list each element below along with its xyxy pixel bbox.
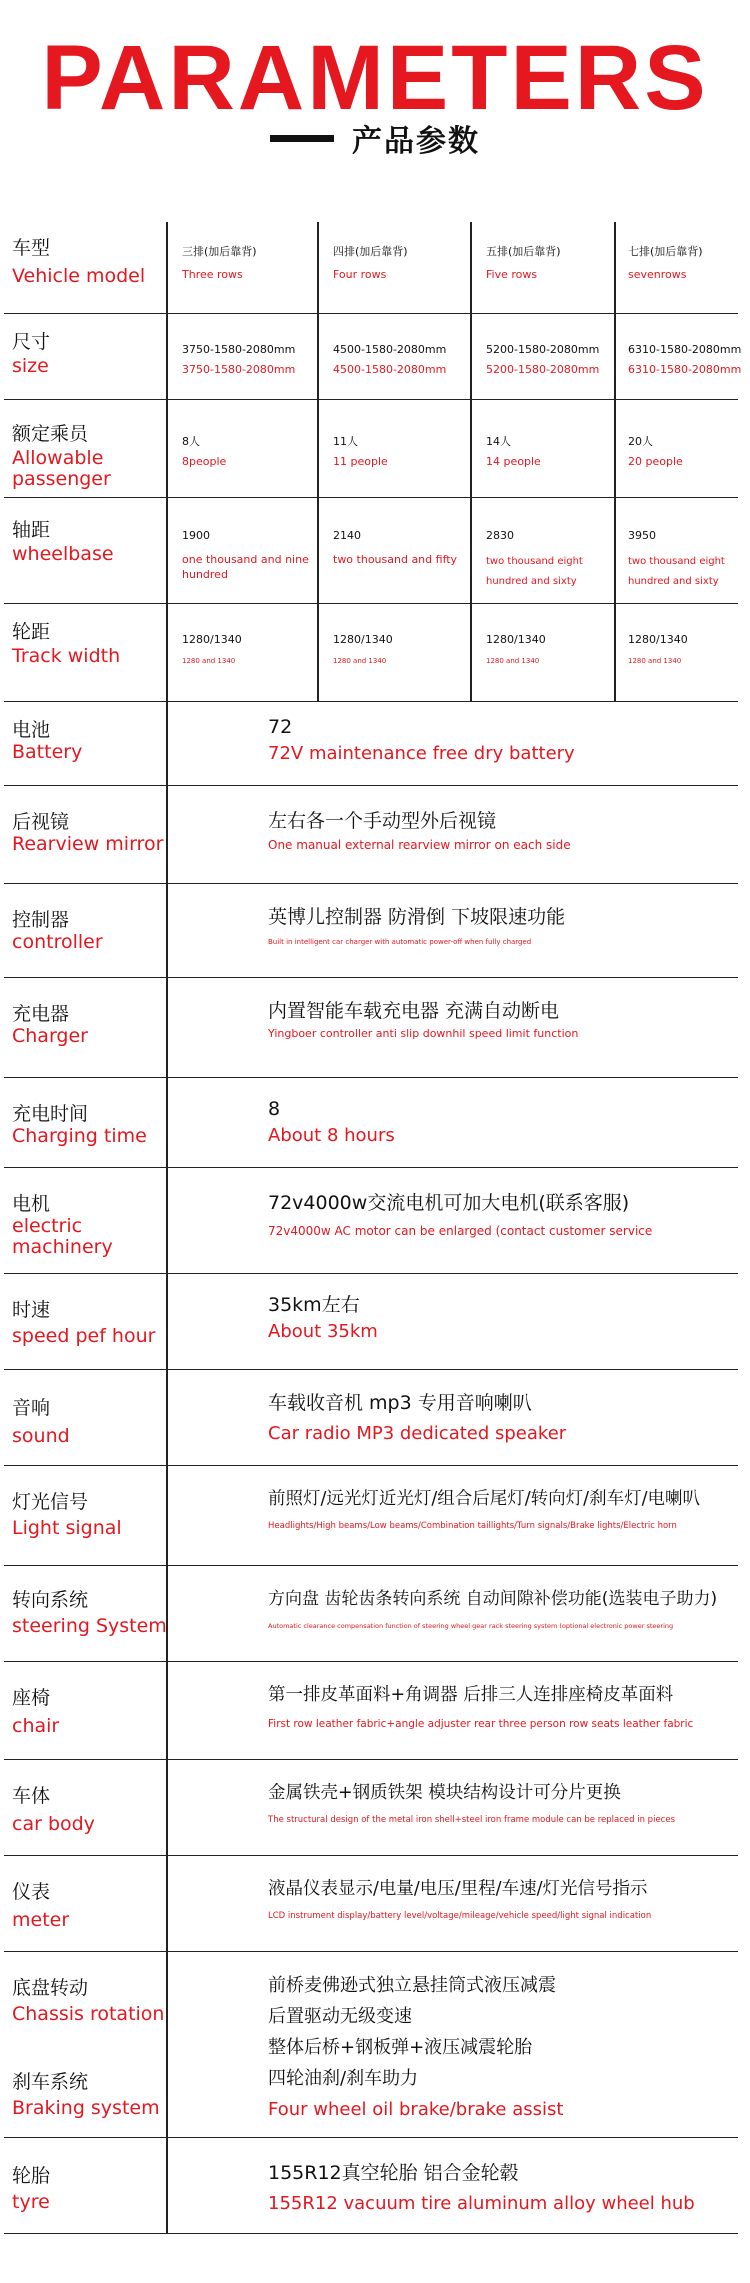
spec-row-controller [4, 884, 738, 978]
grid-cell [333, 434, 471, 469]
cell-cn: 5200-1580-2080mm [486, 343, 600, 356]
value-en: LCD instrument display/battery level/voltage/mileage/vehicle speed/light signal indication [268, 1911, 652, 1921]
label-cn: 轴距 [12, 519, 51, 541]
label-cn: 仪表 [12, 1881, 51, 1903]
grid-cell [486, 434, 616, 469]
cell-cn: 20人 [628, 435, 653, 448]
value-en: Headlights/High beams/Low beams/Combination taillights/Turn signals/Brake lights/Electric horn [268, 1521, 677, 1531]
value-en: First row leather fabric+angle adjuster rear three person row seats leather fabric [268, 1718, 694, 1730]
cell-cn: 2830 [486, 529, 514, 542]
value-en: One manual external rearview mirror on each side [268, 838, 571, 852]
value-cn: 英博儿控制器 防滑倒 下坡限速功能 [268, 906, 566, 928]
cell-cn: 五排(加后靠背) [486, 245, 561, 258]
spec-value [268, 1390, 566, 1446]
spec-value [268, 1586, 717, 1632]
cell-en: 8people [182, 455, 227, 468]
grid-cell [486, 244, 616, 282]
label-en: Track width [12, 645, 121, 667]
label-cn: 转向系统 [12, 1589, 89, 1611]
spec-label [12, 1588, 167, 1637]
label-cn: 座椅 [12, 1687, 51, 1709]
spec-row-size [4, 314, 742, 400]
cell-en: sevenrows [628, 268, 687, 281]
spec-row-car-body [4, 1760, 738, 1856]
cell-cn: 11人 [333, 435, 358, 448]
grid-cell [486, 528, 606, 592]
value-en: The structural design of the metal iron shell+steel iron frame module can be replaced in pieces [268, 1815, 675, 1825]
value-cn: 第一排皮革面料+角调器 后排三人连排座椅皮革面料 [268, 1685, 674, 1705]
label-en: Battery [12, 741, 83, 763]
value-line: 四轮油刹/刹车助力 [268, 2068, 419, 2089]
spec-label [12, 1002, 88, 1047]
spec-row-chassis-braking [4, 1952, 738, 2138]
spec-label [12, 1686, 59, 1737]
value-en: 72v4000w AC motor can be enlarged (contact customer service [268, 1224, 653, 1238]
spec-value [268, 808, 571, 854]
cell-en: 1280 and 1340 [333, 657, 387, 665]
spec-row-light-signal [4, 1466, 738, 1566]
label-cn: 额定乘员 [12, 423, 89, 445]
spec-value [268, 1190, 652, 1240]
label-en: Light signal [12, 1517, 122, 1539]
spec-value [268, 714, 575, 766]
label-cn: 尺寸 [12, 331, 51, 353]
cell-en: 5200-1580-2080mm [486, 363, 600, 376]
grid-cell [628, 244, 738, 282]
spec-value [268, 998, 578, 1042]
cell-en: two thousand eight hundred and sixty [628, 556, 725, 587]
value-cn: 35km左右 [268, 1294, 360, 1316]
label-en: car body [12, 1813, 95, 1835]
value-en: Built in intelligent car charger with automatic power-off when fully charged [268, 938, 532, 946]
spec-label [12, 422, 162, 490]
label-en: wheelbase [12, 543, 114, 565]
cell-cn: 1280/1340 [628, 633, 688, 646]
grid-cell [182, 342, 320, 377]
label-cn: 车体 [12, 1785, 51, 1807]
label-en: controller [12, 931, 103, 953]
value-en: Automatic clearance compensation function of steering wheel gear rack steering system (optional electronic power steering [268, 1622, 674, 1630]
grid-cell [486, 342, 618, 377]
spec-label [12, 518, 114, 565]
grid-cell [628, 528, 738, 592]
spec-label [12, 1396, 70, 1447]
cell-en: 1280 and 1340 [182, 657, 236, 665]
label-en: sound [12, 1425, 70, 1447]
label-en: size [12, 355, 49, 377]
spec-label [12, 1784, 95, 1835]
value-cn: 内置智能车载充电器 充满自动断电 [268, 1000, 560, 1022]
cell-cn: 8人 [182, 435, 200, 448]
cell-cn: 1280/1340 [333, 633, 393, 646]
spec-row-steering-system [4, 1566, 738, 1662]
page-title: PARAMETERS [41, 27, 709, 129]
cell-cn: 6310-1580-2080mm [628, 343, 742, 356]
label-cn: 电机 [12, 1193, 51, 1215]
label-cn: 音响 [12, 1397, 51, 1419]
cell-cn: 1280/1340 [182, 633, 242, 646]
grid-cell [333, 528, 473, 567]
label-cn: 电池 [12, 719, 51, 741]
subtitle-text: 产品参数 [352, 124, 480, 159]
value-en: About 8 hours [268, 1125, 395, 1146]
label-en: meter [12, 1909, 70, 1931]
spec-label [12, 1192, 162, 1258]
spec-row-wheelbase [4, 498, 738, 604]
value-cn: 车载收音机 mp3 专用音响喇叭 [268, 1392, 532, 1414]
cell-en: Three rows [182, 268, 243, 281]
label-en: Charger [12, 1025, 88, 1047]
grid-cell [628, 342, 746, 377]
grid-cell [628, 434, 738, 469]
spec-label [12, 1490, 122, 1539]
cell-cn: 1280/1340 [486, 633, 546, 646]
spec-row-electric-machinery [4, 1168, 738, 1274]
cell-en: two thousand and fifty [333, 553, 458, 566]
cell-en: two thousand eight hundred and sixty [486, 556, 583, 587]
label-cn: 时速 [12, 1299, 51, 1321]
spec-label [12, 236, 145, 287]
value-cn: 72v4000w交流电机可加大电机(联系客服) [268, 1192, 630, 1214]
value-cn: 金属铁壳+钢质铁架 模块结构设计可分片更换 [268, 1783, 621, 1803]
label-en: tyre [12, 2191, 50, 2213]
cell-cn: 3950 [628, 529, 656, 542]
spec-row-battery [4, 702, 738, 786]
spec-label [12, 1880, 69, 1931]
page-subtitle [0, 118, 750, 158]
spec-value [268, 1780, 675, 1826]
value-cn: 液晶仪表显示/电量/电压/里程/车速/灯光信号指示 [268, 1879, 648, 1899]
cell-en: 1280 and 1340 [486, 657, 540, 665]
spec-value [268, 904, 565, 948]
value-line: 后置驱动无级变速 [268, 2006, 412, 2027]
spec-row-chair [4, 1662, 738, 1760]
grid-cell [333, 342, 473, 377]
spec-row-speed [4, 1274, 738, 1370]
grid-cell [333, 244, 471, 282]
value-cn: 方向盘 齿轮齿条转向系统 自动间隙补偿功能(选装电子助力) [268, 1589, 718, 1609]
value-en: 155R12 vacuum tire aluminum alloy wheel hub [268, 2193, 695, 2214]
spec-label [12, 1102, 147, 1147]
value-cn: 左右各一个手动型外后视镜 [268, 810, 497, 832]
cell-en: Five rows [486, 268, 538, 281]
label-en: Rearview mirror [12, 833, 164, 855]
spec-label [12, 330, 50, 377]
cell-en: 14 people [486, 455, 541, 468]
spec-value [268, 1970, 563, 2125]
spec-row-tyre [4, 2138, 738, 2234]
spec-row-charging-time [4, 1078, 738, 1168]
cell-cn: 1900 [182, 529, 210, 542]
spec-label [12, 718, 82, 763]
label-en: Allowable passenger [12, 447, 111, 490]
cell-en: one thousand and nine hundred [182, 553, 309, 581]
value-line-en: Four wheel oil brake/brake assist [268, 2099, 564, 2120]
cell-cn: 三排(加后靠背) [182, 245, 257, 258]
grid-cell [182, 632, 316, 667]
label-cn: 轮胎 [12, 2165, 51, 2187]
cell-cn: 4500-1580-2080mm [333, 343, 447, 356]
value-cn: 72 [268, 716, 293, 738]
spec-row-track-width [4, 604, 738, 702]
cell-cn: 3750-1580-2080mm [182, 343, 296, 356]
label-en: Vehicle model [12, 265, 146, 287]
spec-row-rearview-mirror [4, 786, 738, 884]
label-cn: 车型 [12, 237, 51, 259]
value-cn: 155R12真空轮胎 铝合金轮毂 [268, 2162, 519, 2184]
label-cn: 充电时间 [12, 1103, 89, 1125]
value-cn: 前照灯/远光灯近光灯/组合后尾灯/转向灯/刹车灯/电喇叭 [268, 1489, 700, 1509]
value-en: Car radio MP3 dedicated speaker [268, 1423, 567, 1444]
spec-label [12, 908, 103, 953]
grid-cell [333, 632, 467, 667]
label-en: electric machinery [12, 1215, 113, 1258]
value-line: 前桥麦佛逊式独立悬挂筒式液压减震 [268, 1975, 556, 1996]
label-cn: 后视镜 [12, 811, 70, 833]
spec-label [12, 620, 120, 667]
label-cn: 刹车系统 [12, 2071, 89, 2093]
label-en: Chassis rotation [12, 2003, 165, 2025]
label-cn: 充电器 [12, 1003, 70, 1025]
cell-cn: 七排(加后靠背) [628, 245, 703, 258]
spec-label [12, 1298, 155, 1347]
label-en: steering System [12, 1615, 167, 1637]
label-cn: 轮距 [12, 621, 51, 643]
subtitle-dash [270, 135, 334, 142]
cell-en: 1280 and 1340 [628, 657, 682, 665]
cell-cn: 2140 [333, 529, 361, 542]
label-en: Braking system [12, 2097, 160, 2119]
grid-cell [486, 632, 616, 667]
grid-cell [182, 434, 318, 469]
value-en: About 35km [268, 1321, 378, 1342]
spec-label [12, 2164, 50, 2213]
value-cn: 8 [268, 1098, 281, 1120]
value-en: Yingboer controller anti slip downhil speed limit function [268, 1027, 579, 1040]
spec-value [268, 1876, 651, 1922]
grid-cell [182, 528, 316, 582]
spec-row-sound [4, 1370, 738, 1466]
cell-en: 6310-1580-2080mm [628, 363, 742, 376]
label-en: Charging time [12, 1125, 147, 1147]
spec-row-vehicle-model [4, 222, 738, 314]
cell-cn: 14人 [486, 435, 511, 448]
spec-value [268, 1096, 395, 1148]
cell-en: Four rows [333, 268, 387, 281]
spec-row-charger [4, 978, 738, 1078]
spec-label [12, 810, 163, 855]
spec-value [268, 1486, 700, 1532]
label-cn: 底盘转动 [12, 1977, 89, 1999]
value-en: 72V maintenance free dry battery [268, 743, 575, 764]
grid-cell [628, 632, 738, 667]
spec-value [268, 1292, 378, 1344]
label-cn: 灯光信号 [12, 1491, 89, 1513]
spec-value [268, 2160, 695, 2216]
cell-cn: 四排(加后靠背) [333, 245, 408, 258]
cell-en: 20 people [628, 455, 683, 468]
grid-cell [182, 244, 318, 282]
label-en: speed pef hour [12, 1325, 156, 1347]
cell-en: 3750-1580-2080mm [182, 363, 296, 376]
spec-row-meter [4, 1856, 738, 1952]
label-en: chair [12, 1715, 60, 1737]
spec-value [268, 1682, 693, 1732]
cell-en: 11 people [333, 455, 388, 468]
spec-label-braking [12, 2070, 160, 2119]
label-cn: 控制器 [12, 909, 70, 931]
spec-label-chassis [12, 1976, 164, 2025]
spec-row-passenger [4, 400, 738, 498]
cell-en: 4500-1580-2080mm [333, 363, 447, 376]
value-line: 整体后桥+钢板弹+液压减震轮胎 [268, 2037, 533, 2058]
